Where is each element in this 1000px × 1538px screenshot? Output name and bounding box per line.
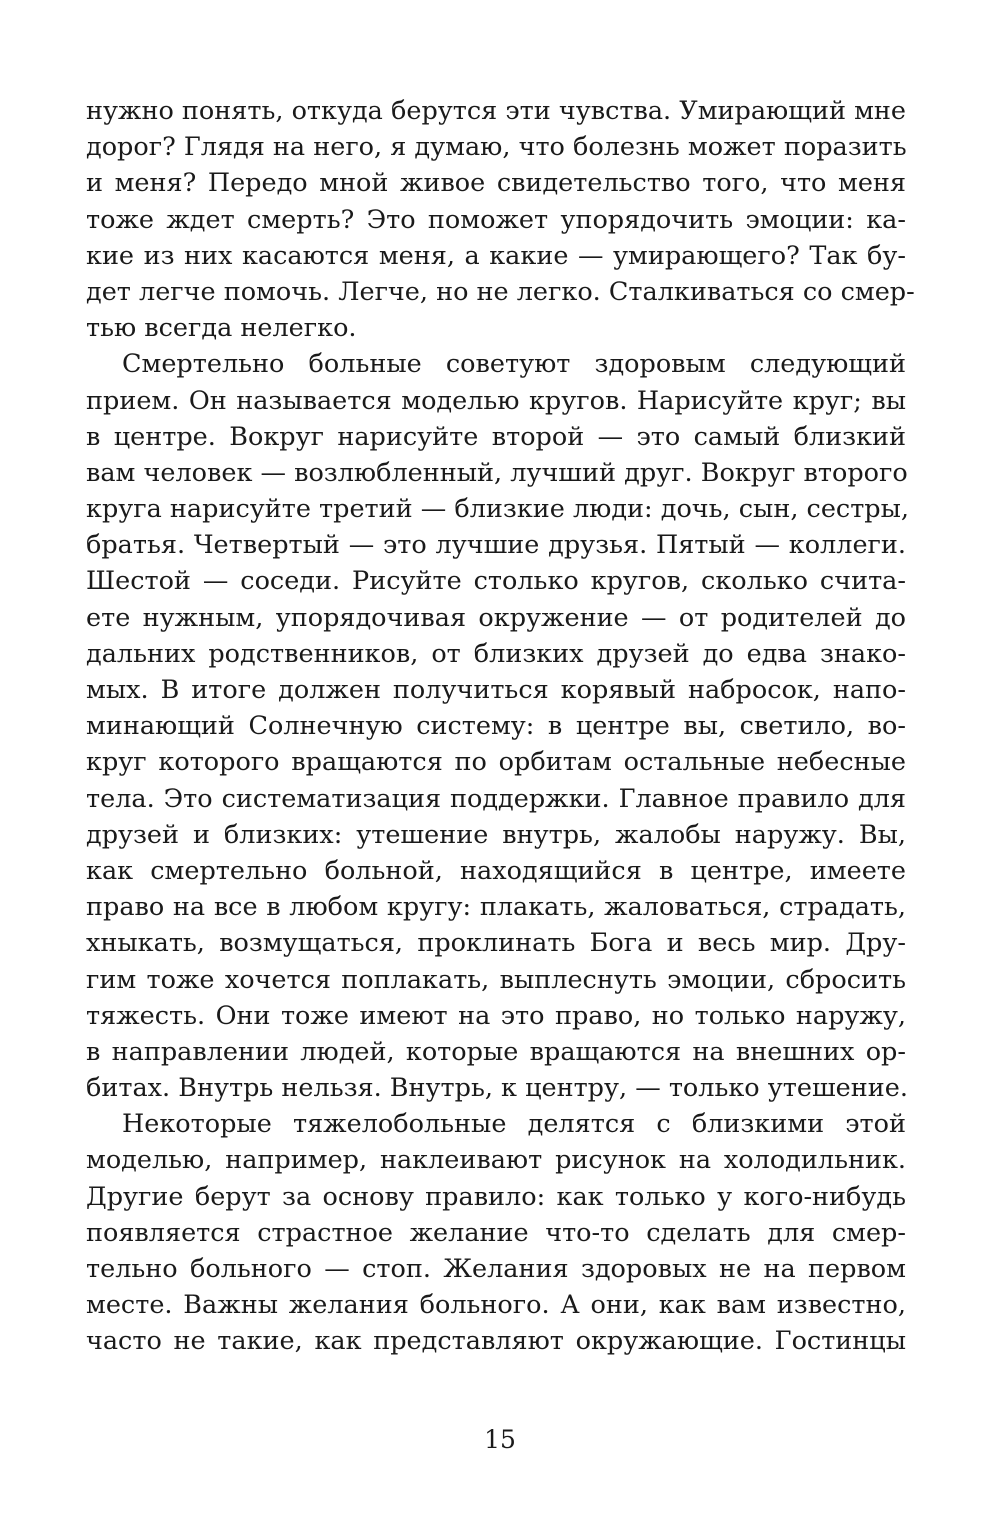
text-line: Некоторые тяжелобольные делятся с близкими этой [122,1109,906,1140]
text-line: кие из них касаются меня, а какие — умирающего? Так бу- [86,240,906,271]
paragraph-1 [86,93,915,346]
text-line: минающий Солнечную систему: в центре вы, светило, во- [86,711,906,742]
text-line: друзей и близких: утешение внутрь, жалобы наружу. Вы, [86,819,906,850]
text-line: и меня? Передо мной живое свидетельство того, что меня [86,168,906,199]
text-line: гим тоже хочется поплакать, выплеснуть эмоции, сбросить [86,964,906,995]
paragraph-3 [86,1106,906,1359]
text-line: моделью, например, наклеивают рисунок на холодильник. [86,1145,906,1176]
text-line: круг которого вращаются по орбитам остальные небесные [86,747,906,778]
text-line: нужно понять, откуда берутся эти чувства. Умирающий мне [86,96,906,126]
text-line: месте. Важны желания больного. А они, как вам известно, [86,1290,906,1321]
text-line: в центре. Вокруг нарисуйте второй — это самый близкий [86,421,906,452]
paragraph-2 [86,346,910,1106]
text-line: дальних родственников, от близких друзей до едва знако- [86,638,906,669]
text-line: Другие берут за основу правило: как только у кого-нибудь [86,1181,906,1212]
text-line: круга нарисуйте третий — близкие люди: дочь, сын, сестры, [86,494,910,525]
text-line: в направлении людей, которые вращаются на внешних ор- [86,1036,906,1067]
text-line: тью всегда нелегко. [86,313,357,344]
text-line: как смертельно больной, находящийся в центре, имеете [86,855,906,886]
text-line: Смертельно больные советуют здоровым следующий [122,349,906,380]
text-line: Шестой — соседи. Рисуйте столько кругов, сколько счита- [86,566,906,597]
text-line: часто не такие, как представляют окружающие. Гостинцы [86,1326,906,1357]
text-line: тела. Это систематизация поддержки. Главное правило для [86,783,906,814]
text-line: дет легче помочь. Легче, но не легко. Сталкиваться со смер- [86,276,915,307]
text-line: появляется страстное желание что-то сделать для смер- [86,1217,906,1248]
text-line: братья. Четвертый — это лучшие друзья. Пятый — коллеги. [86,530,906,561]
text-line: вам человек — возлюбленный, лучший друг. Вокруг второго [86,457,908,488]
text-line: дорог? Глядя на него, я думаю, что болезнь может поразить [86,132,907,163]
text-line: ете нужным, упорядочивая окружение — от родителей до [86,602,906,633]
text-line: мых. В итоге должен получиться корявый набросок, напо- [86,675,906,705]
text-line: тельно больного — стоп. Желания здоровых не на первом [86,1254,906,1284]
text-line: прием. Он называется моделью кругов. Нарисуйте круг; вы [86,385,906,416]
page-number: 15 [484,1425,516,1454]
text-line: битах. Внутрь нельзя. Внутрь, к центру, — только утешение. [86,1073,908,1104]
text-line: право на все в любом кругу: плакать, жаловаться, страдать, [86,892,906,923]
body-text [86,93,915,1360]
text-line: тоже ждет смерть? Это поможет упорядочить эмоции: ка- [86,204,906,235]
text-line: тяжесть. Они тоже имеют на это право, но только наружу, [86,1000,906,1031]
text-line: хныкать, возмущаться, проклинать Бога и весь мир. Дру- [86,928,906,959]
